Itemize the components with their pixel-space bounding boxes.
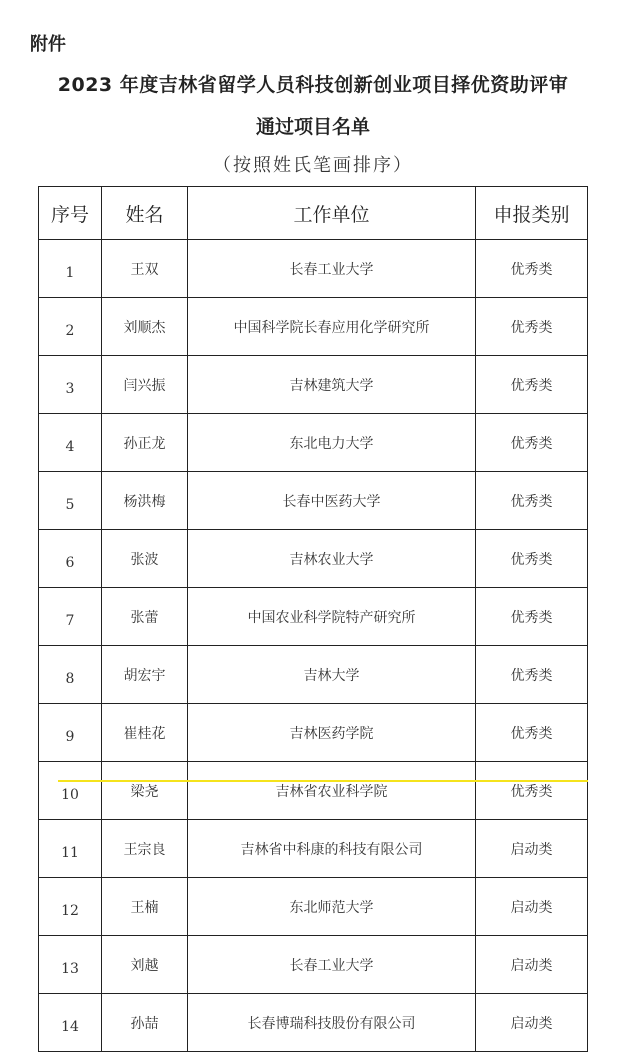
row-index: 11 bbox=[39, 820, 102, 878]
row-category: 启动类 bbox=[476, 936, 588, 994]
document-title: 2023 年度吉林省留学人员科技创新创业项目择优资助评审 bbox=[57, 74, 569, 96]
row-employer: 中国科学院长春应用化学研究所 bbox=[188, 298, 476, 356]
row-name: 王宗良 bbox=[102, 820, 188, 878]
project-list-table bbox=[38, 186, 588, 1052]
row-name: 梁尧 bbox=[102, 762, 188, 820]
table-row bbox=[39, 994, 588, 1052]
row-employer: 长春中医药大学 bbox=[188, 472, 476, 530]
row-name: 杨洪梅 bbox=[102, 472, 188, 530]
row-employer: 东北师范大学 bbox=[188, 878, 476, 936]
row-index: 8 bbox=[39, 646, 102, 704]
table-row bbox=[39, 820, 588, 878]
row-name: 崔桂花 bbox=[102, 704, 188, 762]
row-employer: 东北电力大学 bbox=[188, 414, 476, 472]
highlight-underline bbox=[58, 780, 588, 782]
row-name: 胡宏宇 bbox=[102, 646, 188, 704]
row-category: 启动类 bbox=[476, 878, 588, 936]
row-name: 闫兴振 bbox=[102, 356, 188, 414]
row-name: 刘越 bbox=[102, 936, 188, 994]
header-index: 序号 bbox=[39, 187, 102, 240]
row-category: 优秀类 bbox=[476, 530, 588, 588]
row-name: 王双 bbox=[102, 240, 188, 298]
row-category: 优秀类 bbox=[476, 356, 588, 414]
table-row bbox=[39, 298, 588, 356]
document-title-line2: 通过项目名单 bbox=[255, 116, 370, 138]
table-row bbox=[39, 646, 588, 704]
table-row bbox=[39, 472, 588, 530]
row-index: 13 bbox=[39, 936, 102, 994]
attachment-label: 附件 bbox=[30, 34, 66, 55]
table-row bbox=[39, 414, 588, 472]
row-employer: 中国农业科学院特产研究所 bbox=[188, 588, 476, 646]
table-row bbox=[39, 588, 588, 646]
row-index: 12 bbox=[39, 878, 102, 936]
row-category: 优秀类 bbox=[476, 762, 588, 820]
row-name: 孙喆 bbox=[102, 994, 188, 1052]
row-index: 9 bbox=[39, 704, 102, 762]
row-employer: 吉林大学 bbox=[188, 646, 476, 704]
table-row bbox=[39, 530, 588, 588]
table-header-row bbox=[39, 187, 588, 240]
table-row bbox=[39, 878, 588, 936]
sort-note: （按照姓氏笔画排序） bbox=[213, 155, 413, 176]
table-row bbox=[39, 704, 588, 762]
row-category: 优秀类 bbox=[476, 472, 588, 530]
row-category: 优秀类 bbox=[476, 704, 588, 762]
row-name: 张波 bbox=[102, 530, 188, 588]
table-row bbox=[39, 356, 588, 414]
row-employer: 吉林省农业科学院 bbox=[188, 762, 476, 820]
table-row bbox=[39, 936, 588, 994]
row-name: 王楠 bbox=[102, 878, 188, 936]
row-category: 优秀类 bbox=[476, 414, 588, 472]
row-employer: 长春博瑞科技股份有限公司 bbox=[188, 994, 476, 1052]
row-employer: 长春工业大学 bbox=[188, 240, 476, 298]
row-employer: 吉林省中科康的科技有限公司 bbox=[188, 820, 476, 878]
row-index: 3 bbox=[39, 356, 102, 414]
row-index: 2 bbox=[39, 298, 102, 356]
row-index: 14 bbox=[39, 994, 102, 1052]
row-index: 6 bbox=[39, 530, 102, 588]
row-category: 启动类 bbox=[476, 820, 588, 878]
row-index: 7 bbox=[39, 588, 102, 646]
row-index: 5 bbox=[39, 472, 102, 530]
row-employer: 长春工业大学 bbox=[188, 936, 476, 994]
row-index: 4 bbox=[39, 414, 102, 472]
row-category: 优秀类 bbox=[476, 240, 588, 298]
row-category: 优秀类 bbox=[476, 298, 588, 356]
header-category: 申报类别 bbox=[476, 187, 588, 240]
row-name: 刘顺杰 bbox=[102, 298, 188, 356]
row-index: 1 bbox=[39, 240, 102, 298]
table-row bbox=[39, 762, 588, 820]
header-employer: 工作单位 bbox=[188, 187, 476, 240]
row-category: 启动类 bbox=[476, 994, 588, 1052]
header-name: 姓名 bbox=[102, 187, 188, 240]
row-index: 10 bbox=[39, 762, 102, 820]
row-name: 张蕾 bbox=[102, 588, 188, 646]
row-name: 孙正龙 bbox=[102, 414, 188, 472]
row-employer: 吉林农业大学 bbox=[188, 530, 476, 588]
row-category: 优秀类 bbox=[476, 646, 588, 704]
row-category: 优秀类 bbox=[476, 588, 588, 646]
table-row bbox=[39, 240, 588, 298]
row-employer: 吉林建筑大学 bbox=[188, 356, 476, 414]
row-employer: 吉林医药学院 bbox=[188, 704, 476, 762]
